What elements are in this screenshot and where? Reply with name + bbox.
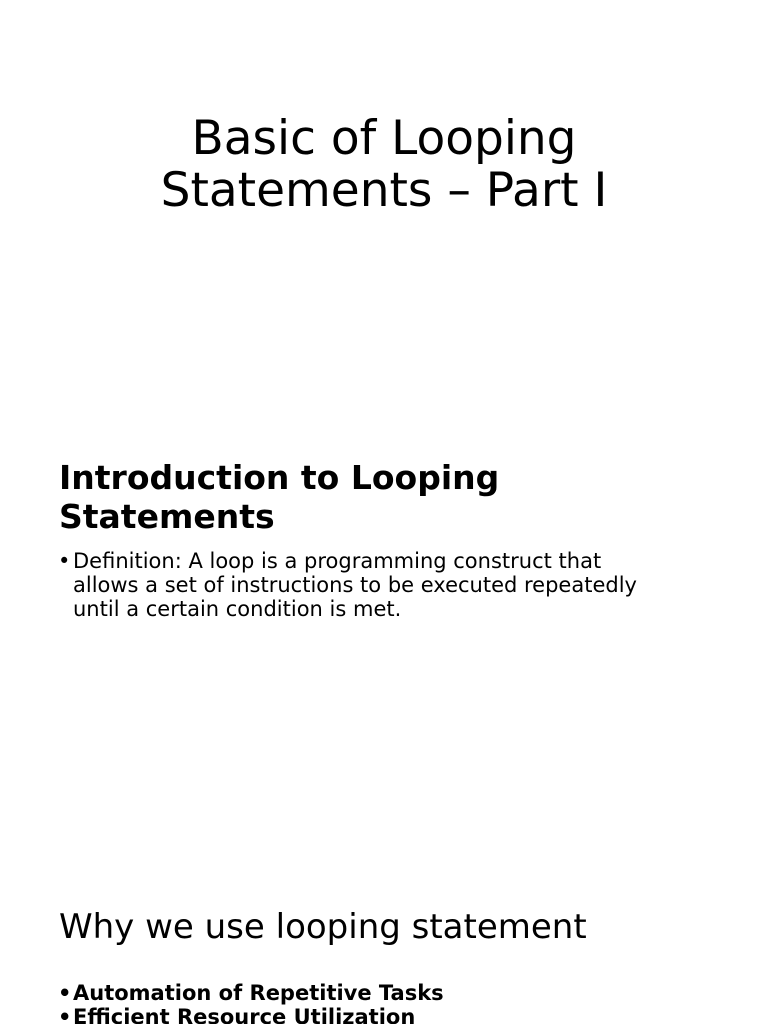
- title-slide: [0, 0, 768, 432]
- bullet-line: until a certain condition is met.: [73, 597, 402, 621]
- bullet-list: [58, 549, 637, 621]
- bullet-text: [73, 549, 637, 621]
- why-loops-slide: [0, 864, 768, 1024]
- bullet-list: [58, 981, 444, 1024]
- heading-line: Introduction to Looping: [59, 458, 500, 497]
- bullet-item: [58, 549, 637, 621]
- intro-slide: [0, 432, 768, 864]
- bullet-line: Definition: A loop is a programming construct that: [73, 549, 602, 573]
- heading-line: Statements: [59, 497, 275, 536]
- bullet-line: allows a set of instructions to be executed repeatedly: [73, 573, 637, 597]
- slide-heading: [59, 458, 719, 536]
- bullet-item: [58, 1005, 444, 1024]
- bullet-icon: •: [58, 981, 72, 1005]
- bullet-icon: •: [58, 549, 71, 573]
- title-line: Statements – Part I: [160, 163, 608, 218]
- bullet-item: [58, 981, 444, 1005]
- bullet-icon: •: [58, 1005, 72, 1024]
- presentation-title: [0, 113, 768, 217]
- bullet-text: Efficient Resource Utilization: [73, 1005, 416, 1024]
- bullet-text: Automation of Repetitive Tasks: [73, 981, 444, 1005]
- title-line: Basic of Looping: [191, 111, 577, 166]
- slide-heading: Why we use looping statement: [59, 907, 587, 947]
